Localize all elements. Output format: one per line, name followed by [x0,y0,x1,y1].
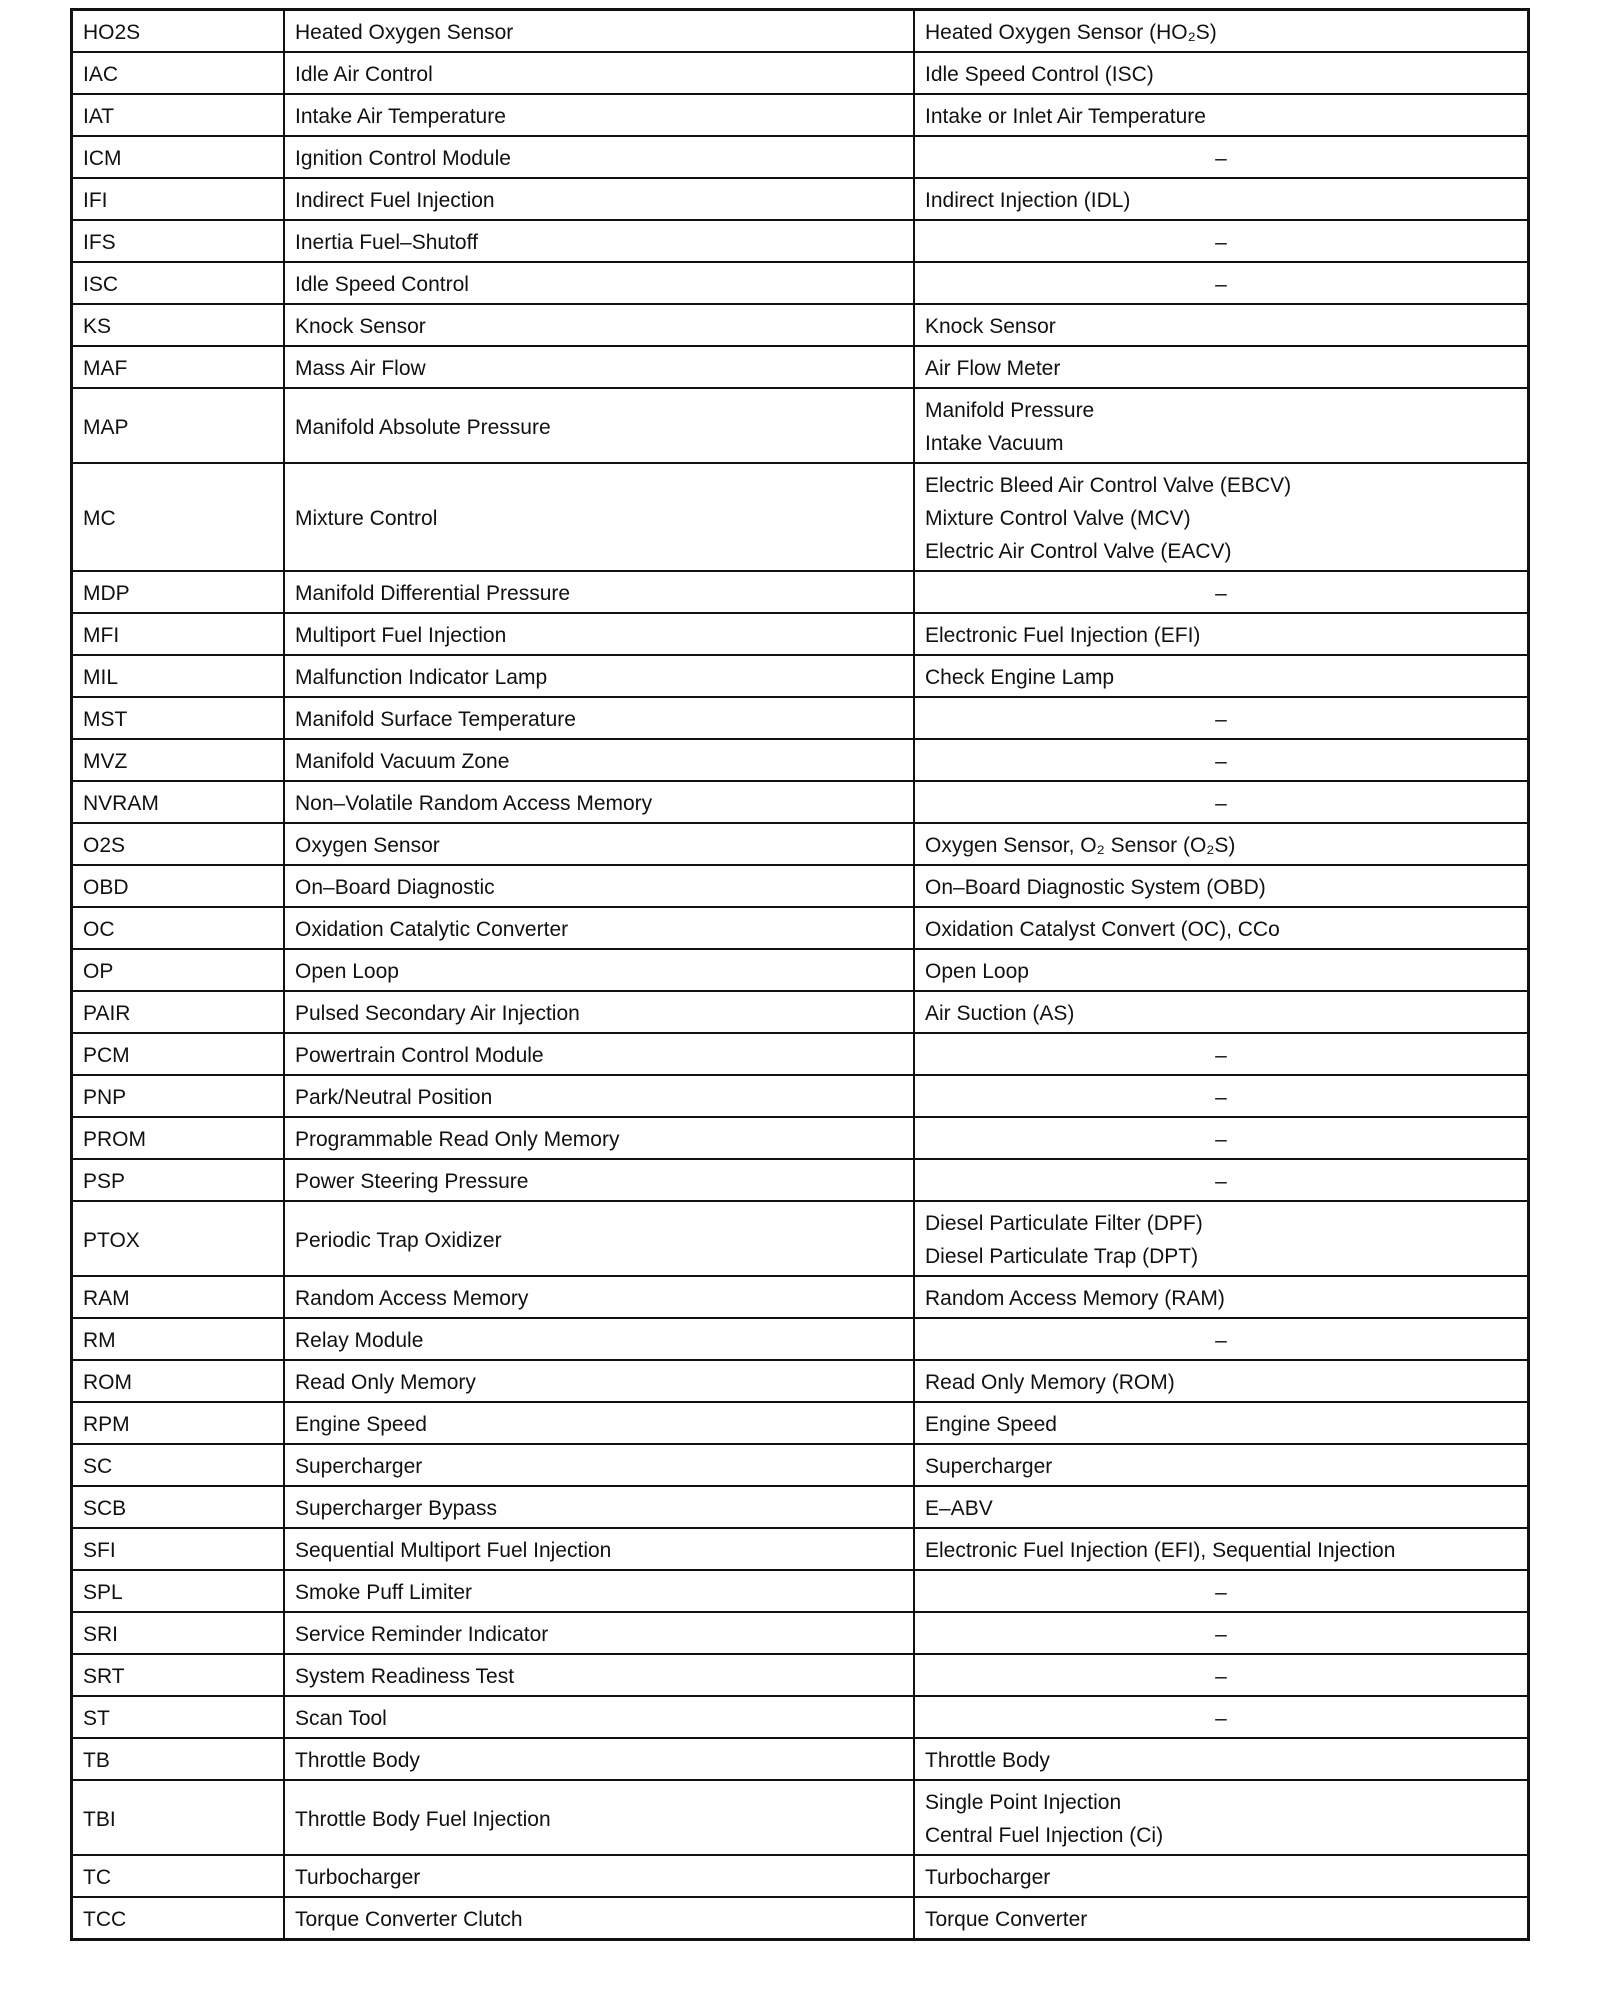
equivalent-term-line: Oxygen Sensor, O₂ Sensor (O₂S) [925,834,1236,857]
table-row [72,220,1529,262]
equivalent-term-cell [914,739,1529,781]
term-cell: Supercharger Bypass [284,1486,914,1528]
term-cell: Multiport Fuel Injection [284,613,914,655]
term-cell: Engine Speed [284,1402,914,1444]
term-cell: Service Reminder Indicator [284,1612,914,1654]
equivalent-term-line: – [1215,1044,1227,1067]
equivalent-term-cell [914,1402,1529,1444]
equivalent-term-cell [914,781,1529,823]
abbreviation-cell: MIL [72,655,285,697]
table-row [72,697,1529,739]
abbreviation-cell: PSP [72,1159,285,1201]
equivalent-term-line: Idle Speed Control (ISC) [925,63,1154,86]
term-cell: Scan Tool [284,1696,914,1738]
equivalent-term-cell [914,865,1529,907]
equivalent-term-line: Check Engine Lamp [925,666,1115,689]
abbreviation-cell: ROM [72,1360,285,1402]
table-row [72,1318,1529,1360]
equivalent-term-cell [914,346,1529,388]
term-cell: Non–Volatile Random Access Memory [284,781,914,823]
equivalent-term-cell [914,220,1529,262]
equivalent-term-cell [914,1360,1529,1402]
abbreviation-cell: ISC [72,262,285,304]
term-cell: Heated Oxygen Sensor [284,10,914,53]
equivalent-term-line: Engine Speed [925,1413,1057,1436]
equivalent-term-cell [914,697,1529,739]
equivalent-term-line: Central Fuel Injection (Ci) [925,1824,1164,1847]
abbreviation-cell: SFI [72,1528,285,1570]
term-cell: Periodic Trap Oxidizer [284,1201,914,1276]
equivalent-term-cell [914,1897,1529,1940]
table-row [72,1738,1529,1780]
equivalent-term-line: – [1215,1128,1227,1151]
equivalent-term-cell [914,1528,1529,1570]
table-row [72,1654,1529,1696]
abbreviation-cell: SRI [72,1612,285,1654]
abbreviation-cell: SRT [72,1654,285,1696]
term-cell: Relay Module [284,1318,914,1360]
equivalent-term-line: Intake or Inlet Air Temperature [925,105,1206,128]
equivalent-term-cell [914,463,1529,571]
table-row [72,1486,1529,1528]
equivalent-term-cell [914,1276,1529,1318]
equivalent-term-line: Diesel Particulate Filter (DPF) [925,1212,1203,1235]
abbreviation-cell: TCC [72,1897,285,1940]
table-row [72,52,1529,94]
term-cell: Throttle Body Fuel Injection [284,1780,914,1855]
term-cell: Mass Air Flow [284,346,914,388]
abbreviation-cell: MDP [72,571,285,613]
abbreviation-cell: TC [72,1855,285,1897]
abbreviation-cell: PNP [72,1075,285,1117]
table-row [72,1075,1529,1117]
table-row [72,571,1529,613]
term-cell: Manifold Absolute Pressure [284,388,914,463]
equivalent-term-cell [914,1444,1529,1486]
term-cell: Programmable Read Only Memory [284,1117,914,1159]
table-row [72,463,1529,571]
table-row [72,1033,1529,1075]
table-row [72,865,1529,907]
abbreviation-cell: HO2S [72,10,285,53]
table-row [72,1360,1529,1402]
term-cell: Power Steering Pressure [284,1159,914,1201]
abbreviations-table [70,8,1530,1941]
term-cell: Manifold Differential Pressure [284,571,914,613]
abbreviations-table-body [72,10,1529,1940]
table-row [72,781,1529,823]
equivalent-term-line: On–Board Diagnostic System (OBD) [925,876,1266,899]
equivalent-term-cell [914,262,1529,304]
term-cell: Powertrain Control Module [284,1033,914,1075]
equivalent-term-cell [914,1159,1529,1201]
abbreviation-cell: ST [72,1696,285,1738]
equivalent-term-cell [914,571,1529,613]
equivalent-term-line: Turbocharger [925,1866,1051,1889]
table-row [72,1897,1529,1940]
abbreviation-cell: PROM [72,1117,285,1159]
abbreviation-cell: MVZ [72,739,285,781]
abbreviation-cell: RM [72,1318,285,1360]
abbreviation-cell: PAIR [72,991,285,1033]
equivalent-term-line: – [1215,1329,1227,1352]
term-cell: Mixture Control [284,463,914,571]
abbreviation-cell: SCB [72,1486,285,1528]
table-row [72,94,1529,136]
equivalent-term-cell [914,94,1529,136]
equivalent-term-cell [914,823,1529,865]
term-cell: Manifold Surface Temperature [284,697,914,739]
table-row [72,1159,1529,1201]
abbreviation-cell: OC [72,907,285,949]
term-cell: Ignition Control Module [284,136,914,178]
abbreviation-cell: RPM [72,1402,285,1444]
equivalent-term-line: Open Loop [925,960,1029,983]
equivalent-term-line: – [1215,1581,1227,1604]
term-cell: Park/Neutral Position [284,1075,914,1117]
table-row [72,991,1529,1033]
table-row [72,823,1529,865]
table-row [72,1612,1529,1654]
term-cell: Random Access Memory [284,1276,914,1318]
term-cell: Intake Air Temperature [284,94,914,136]
table-row [72,949,1529,991]
equivalent-term-line: Indirect Injection (IDL) [925,189,1131,212]
table-row [72,1276,1529,1318]
equivalent-term-line: – [1215,1623,1227,1646]
equivalent-term-line: – [1215,582,1227,605]
abbreviation-cell: MAP [72,388,285,463]
table-row [72,1528,1529,1570]
term-cell: Malfunction Indicator Lamp [284,655,914,697]
table-row [72,10,1529,53]
equivalent-term-cell [914,1738,1529,1780]
term-cell: Open Loop [284,949,914,991]
abbreviation-cell: OP [72,949,285,991]
term-cell: Manifold Vacuum Zone [284,739,914,781]
equivalent-term-line: Read Only Memory (ROM) [925,1371,1175,1394]
equivalent-term-line: Electric Air Control Valve (EACV) [925,540,1232,563]
abbreviation-cell: TBI [72,1780,285,1855]
abbreviation-cell: MFI [72,613,285,655]
equivalent-term-cell [914,655,1529,697]
equivalent-term-cell [914,1033,1529,1075]
term-cell: Inertia Fuel–Shutoff [284,220,914,262]
equivalent-term-cell [914,1855,1529,1897]
term-cell: Oxidation Catalytic Converter [284,907,914,949]
term-cell: Idle Air Control [284,52,914,94]
term-cell: Pulsed Secondary Air Injection [284,991,914,1033]
equivalent-term-line: – [1215,1170,1227,1193]
abbreviation-cell: ICM [72,136,285,178]
equivalent-term-line: – [1215,1707,1227,1730]
abbreviation-cell: KS [72,304,285,346]
table-row [72,178,1529,220]
term-cell: System Readiness Test [284,1654,914,1696]
equivalent-term-line: Throttle Body [925,1749,1050,1772]
equivalent-term-cell [914,907,1529,949]
equivalent-term-cell [914,1075,1529,1117]
equivalent-term-line: Knock Sensor [925,315,1056,338]
table-row [72,1201,1529,1276]
table-row [72,655,1529,697]
equivalent-term-line: Air Flow Meter [925,357,1061,380]
equivalent-term-line: Intake Vacuum [925,432,1064,455]
equivalent-term-line: Torque Converter [925,1908,1088,1931]
abbreviation-cell: IFS [72,220,285,262]
table-row [72,346,1529,388]
equivalent-term-line: – [1215,231,1227,254]
equivalent-term-line: Oxidation Catalyst Convert (OC), CCo [925,918,1280,941]
term-cell: Sequential Multiport Fuel Injection [284,1528,914,1570]
equivalent-term-line: – [1215,1665,1227,1688]
equivalent-term-cell [914,1696,1529,1738]
equivalent-term-line: – [1215,750,1227,773]
abbreviation-cell: NVRAM [72,781,285,823]
abbreviation-cell: MC [72,463,285,571]
equivalent-term-cell [914,949,1529,991]
abbreviation-cell: MST [72,697,285,739]
abbreviation-cell: IAC [72,52,285,94]
term-cell: Smoke Puff Limiter [284,1570,914,1612]
abbreviation-cell: IFI [72,178,285,220]
table-row [72,136,1529,178]
term-cell: Turbocharger [284,1855,914,1897]
equivalent-term-cell [914,388,1529,463]
equivalent-term-cell [914,178,1529,220]
abbreviation-cell: IAT [72,94,285,136]
equivalent-term-cell [914,613,1529,655]
equivalent-term-line: Air Suction (AS) [925,1002,1075,1025]
equivalent-term-cell [914,1612,1529,1654]
equivalent-term-cell [914,136,1529,178]
equivalent-term-line: – [1215,1086,1227,1109]
equivalent-term-cell [914,1654,1529,1696]
equivalent-term-line: Supercharger [925,1455,1053,1478]
equivalent-term-line: – [1215,147,1227,170]
equivalent-term-cell [914,1318,1529,1360]
equivalent-term-line: Electric Bleed Air Control Valve (EBCV) [925,474,1292,497]
equivalent-term-line: Electronic Fuel Injection (EFI), Sequential Injection [925,1539,1396,1562]
equivalent-term-line: Heated Oxygen Sensor (HO₂S) [925,21,1217,44]
equivalent-term-line: Mixture Control Valve (MCV) [925,507,1191,530]
table-row [72,1696,1529,1738]
abbreviation-cell: PTOX [72,1201,285,1276]
term-cell: Throttle Body [284,1738,914,1780]
term-cell: Read Only Memory [284,1360,914,1402]
abbreviation-cell: SPL [72,1570,285,1612]
abbreviation-cell: PCM [72,1033,285,1075]
equivalent-term-cell [914,1201,1529,1276]
table-row [72,1444,1529,1486]
equivalent-term-cell [914,52,1529,94]
equivalent-term-line: Single Point Injection [925,1791,1122,1814]
table-row [72,1117,1529,1159]
equivalent-term-line: Diesel Particulate Trap (DPT) [925,1245,1199,1268]
equivalent-term-line: – [1215,273,1227,296]
abbreviation-cell: MAF [72,346,285,388]
term-cell: Torque Converter Clutch [284,1897,914,1940]
table-row [72,907,1529,949]
table-row [72,304,1529,346]
equivalent-term-cell [914,1486,1529,1528]
table-row [72,1855,1529,1897]
table-row [72,613,1529,655]
term-cell: On–Board Diagnostic [284,865,914,907]
table-row [72,1402,1529,1444]
equivalent-term-cell [914,1780,1529,1855]
term-cell: Oxygen Sensor [284,823,914,865]
equivalent-term-line: – [1215,792,1227,815]
abbreviation-cell: SC [72,1444,285,1486]
equivalent-term-cell [914,1117,1529,1159]
abbreviation-cell: O2S [72,823,285,865]
equivalent-term-cell [914,1570,1529,1612]
term-cell: Supercharger [284,1444,914,1486]
abbreviation-cell: OBD [72,865,285,907]
term-cell: Idle Speed Control [284,262,914,304]
term-cell: Indirect Fuel Injection [284,178,914,220]
equivalent-term-line: E–ABV [925,1497,993,1520]
table-row [72,262,1529,304]
equivalent-term-cell [914,10,1529,53]
equivalent-term-cell [914,991,1529,1033]
abbreviation-cell: TB [72,1738,285,1780]
table-row [72,388,1529,463]
table-row [72,1780,1529,1855]
table-row [72,739,1529,781]
equivalent-term-line: – [1215,708,1227,731]
equivalent-term-cell [914,304,1529,346]
abbreviation-cell: RAM [72,1276,285,1318]
term-cell: Knock Sensor [284,304,914,346]
equivalent-term-line: Electronic Fuel Injection (EFI) [925,624,1201,647]
equivalent-term-line: Random Access Memory (RAM) [925,1287,1225,1310]
table-row [72,1570,1529,1612]
equivalent-term-line: Manifold Pressure [925,399,1095,422]
